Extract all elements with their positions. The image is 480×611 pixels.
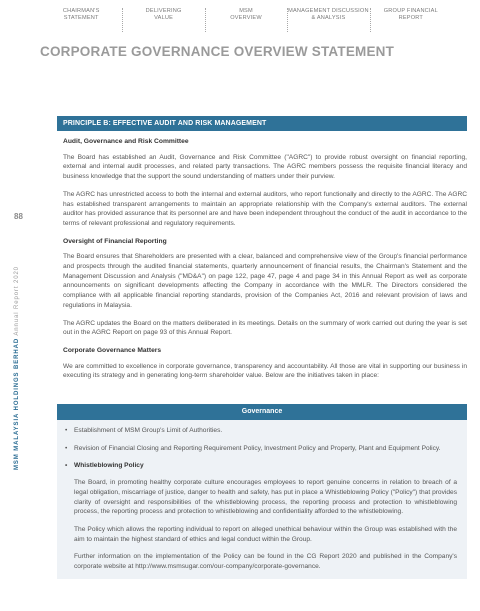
list-item	[65, 426, 457, 436]
nav-item-group-financial-report[interactable]	[370, 8, 452, 38]
page-number: 88	[14, 212, 23, 221]
list-item-text: Revision of Financial Closing and Reporting Requirement Policy, Investment Policy and Property, Plant and Equipment Policy.	[74, 444, 441, 452]
bullet-icon: •	[65, 444, 68, 452]
paragraph-oversight-1: The Board ensures that Shareholders are presented with a clear, balanced and comprehensive view of the Group's financial performance and prospects through the audited financial statements, quarterly announcement of financial results, the Chairman's Statement and the Management Discussion and Analysis ("MD&A") on page 122, page 47, page 4 and page 34 in this Annual Report as well as corporate announcements on significant developments affecting the Company in accordance with the MMLR. The Directors considered the compliance with all applicable financial reporting standards, provision of the Companies Act, 2016 and relevant provision of laws and regulations in Malaysia.	[63, 253, 467, 309]
nav-item-msm-overview[interactable]	[205, 8, 287, 38]
top-navigation	[40, 8, 452, 38]
main-content	[63, 137, 467, 389]
nav-label-line1: MANAGEMENT DISCUSSION	[288, 8, 369, 14]
section-heading-oversight: Oversight of Financial Reporting	[63, 237, 167, 245]
nav-item-management-discussion[interactable]	[287, 8, 369, 38]
side-company-name: MSM MALAYSIA HOLDINGS BERHAD	[14, 337, 20, 470]
governance-header: Governance	[57, 404, 467, 420]
paragraph-whistle-1: The Board, in promoting healthy corporate culture encourages employees to report genuine concerns in relation to breach of a legal obligation, miscarriage of justice, danger to health and safety, has put in place a Whistleblowing Policy ("Policy") that provides clarity of oversight and responsibilities of the whistleblowing process, the reporting process and protection to whistleblowing process, the reporting process and protection to whistleblowing and confidentiality afforded to the whistleblowing.	[74, 479, 457, 516]
list-item-text: Establishment of MSM Group's Limit of Authorities.	[74, 427, 223, 434]
nav-label-line1: DELIVERING	[145, 8, 182, 14]
section-heading-audit: Audit, Governance and Risk Committee	[63, 138, 189, 145]
paragraph-whistle-2: The Policy which allows the reporting individual to report on alleged unethical behaviour within the Group was established with the aim to maintain the highest standard of ethics and legal conduct within the Group.	[74, 525, 457, 543]
paragraph-audit-1: The Board has established an Audit, Governance and Risk Committee ("AGRC") to provide robust oversight on financial reporting, external and internal audit processes, and related party transactions. The AGRC members possess the requisite financial literacy and business knowledge that the support the sound understanding of matters under their purview.	[63, 153, 467, 181]
whistleblowing-details	[57, 478, 467, 572]
nav-item-delivering-value[interactable]	[122, 8, 204, 38]
side-report-name: Annual Report 2020	[14, 266, 20, 336]
nav-item-chairmans-statement[interactable]	[40, 8, 122, 38]
page-title: CORPORATE GOVERNANCE OVERVIEW STATEMENT	[40, 44, 395, 59]
governance-box	[57, 404, 467, 579]
paragraph-whistle-3: Further information on the implementation of the Policy can be found in the CG Report 2020 and published in the Company's corporate website at http://www.msmsugar.com/our-company/corporate-governance.	[74, 553, 457, 571]
list-item-text: Whistleblowing Policy	[74, 462, 144, 470]
nav-label-line2: REPORT	[398, 15, 424, 21]
bullet-icon: •	[65, 462, 68, 470]
governance-list	[57, 420, 467, 471]
nav-label-line2: & ANALYSIS	[311, 15, 346, 21]
list-item	[65, 461, 457, 471]
section-heading-cg-matters: Corporate Governance Matters	[63, 346, 162, 354]
paragraph-audit-2: The AGRC has unrestricted access to both the internal and external auditors, who report functionally and directly to the AGRC. The AGRC has established transparent arrangements to maintain an appropriate relationship with the Company's external auditors. The external auditor has provided assurance that its personnel are and have been independent throughout the conduct of the audit in accordance to the terms of relevant professional and regulatory requirements.	[63, 190, 467, 227]
nav-label-line1: MSM	[239, 8, 253, 14]
nav-label-line2: VALUE	[154, 15, 174, 21]
paragraph-cg-1: We are committed to excellence in corporate governance, transparency and accountability. All those are vital in supporting our business in executing its strategy and in generating long-term shareholder value. Below are the initiatives taken in place:	[63, 362, 467, 380]
side-report-label	[14, 266, 20, 470]
principle-heading-bar: PRINCIPLE B: EFFECTIVE AUDIT AND RISK MANAGEMENT	[57, 116, 467, 131]
bullet-icon: •	[65, 427, 68, 434]
nav-label-line2: STATEMENT	[63, 15, 99, 21]
paragraph-oversight-2: The AGRC updates the Board on the matters deliberated in its meetings. Details on the summary of work carried out during the year is set out in the AGRC Report on page 93 of this Annual Report.	[63, 319, 467, 337]
list-item	[65, 444, 457, 454]
nav-label-line2: OVERVIEW	[230, 15, 262, 21]
nav-label-line1: GROUP FINANCIAL	[383, 8, 438, 14]
nav-label-line1: CHAIRMAN'S	[62, 8, 100, 14]
